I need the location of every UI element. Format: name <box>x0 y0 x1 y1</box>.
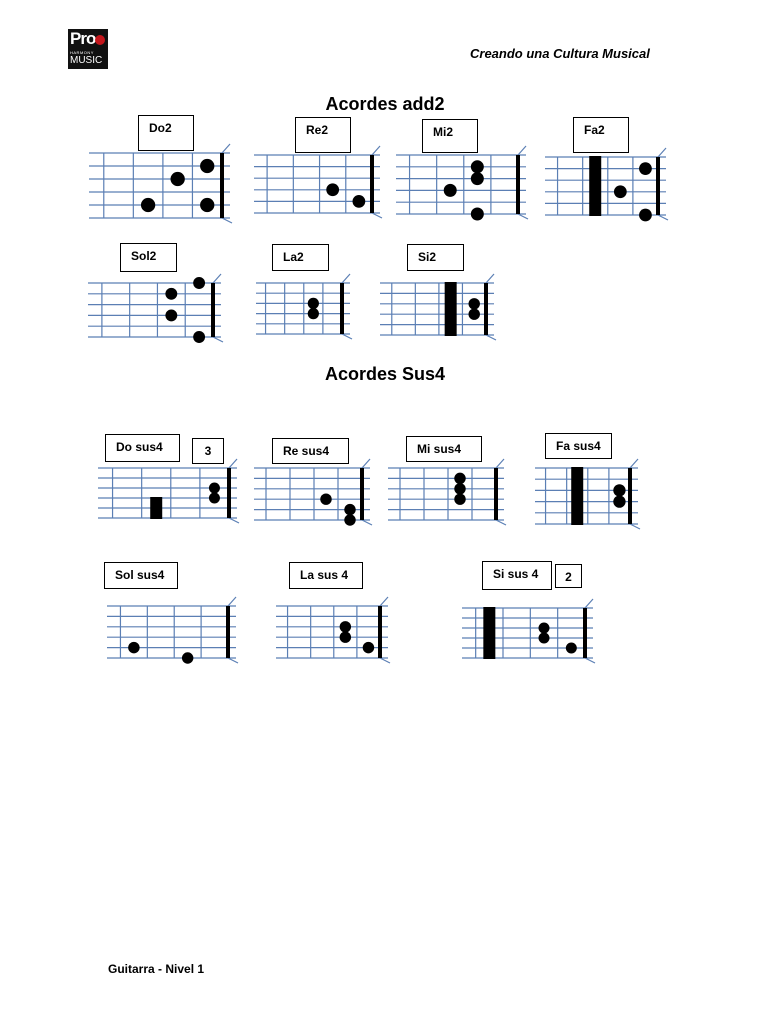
nut-tick <box>229 518 239 523</box>
nut-tick <box>222 218 232 223</box>
chord-diagram-fa2 <box>545 145 673 227</box>
finger-dot <box>165 309 177 321</box>
footer-text: Guitarra - Nivel 1 <box>108 962 205 976</box>
nut-tick <box>380 658 390 663</box>
finger-dot <box>141 198 155 212</box>
nut-tick <box>486 274 494 283</box>
chord-label-mi2: Mi2 <box>422 119 478 153</box>
nut-tick <box>486 335 496 340</box>
nut-bar <box>628 468 632 524</box>
finger-dot <box>320 493 331 504</box>
finger-dot <box>308 298 319 309</box>
nut-tick <box>222 144 230 153</box>
logo-music-text: MUSIC <box>70 55 103 66</box>
nut-bar <box>211 283 215 337</box>
finger-dot <box>171 172 185 186</box>
nut-tick <box>630 524 640 529</box>
nut-tick <box>658 215 668 220</box>
finger-dot <box>613 495 625 507</box>
nut-bar <box>583 608 587 658</box>
nut-tick <box>342 334 352 339</box>
nut-bar <box>370 155 374 213</box>
finger-dot <box>566 643 577 654</box>
nut-tick <box>228 597 236 606</box>
nut-tick <box>496 520 506 525</box>
chord-diagram-si-sus4 <box>462 602 600 668</box>
nut-tick <box>342 274 350 283</box>
barre-mark <box>445 282 457 336</box>
nut-tick <box>585 599 593 608</box>
nut-tick <box>228 658 238 663</box>
nut-bar <box>516 155 520 214</box>
finger-dot <box>454 493 465 504</box>
barre-mark <box>589 156 601 216</box>
logo-pro-text: Pro <box>70 29 96 48</box>
chord-label-sol2: Sol2 <box>120 243 177 272</box>
finger-dot <box>363 642 374 653</box>
chord-label-sol-sus4: Sol sus4 <box>104 562 178 589</box>
finger-dot <box>200 159 214 173</box>
section-title-sus4: Acordes Sus4 <box>324 364 446 384</box>
chord-label-mi-sus4: Mi sus4 <box>406 436 482 462</box>
nut-bar <box>227 468 231 518</box>
finger-dot <box>454 483 465 494</box>
finger-dot <box>182 652 193 663</box>
finger-dot <box>308 308 319 319</box>
chord-diagram-mi-sus4 <box>388 458 510 530</box>
finger-dot <box>614 185 627 198</box>
finger-dot <box>344 504 355 515</box>
nut-tick <box>229 459 237 468</box>
nut-bar <box>656 157 660 215</box>
nut-bar <box>360 468 364 520</box>
chord-label-re2: Re2 <box>295 117 351 153</box>
nut-tick <box>213 274 221 283</box>
finger-dot <box>639 162 652 175</box>
header-tagline: Creando una Cultura Musical <box>470 46 650 61</box>
finger-dot <box>471 208 484 221</box>
chord-diagram-la2 <box>256 275 356 347</box>
chord-label-do2: Do2 <box>138 115 194 151</box>
chord-label-la2: La2 <box>272 244 329 271</box>
chord-label-do-sus4: Do sus4 <box>105 434 180 462</box>
finger-dot <box>469 308 480 319</box>
finger-dot <box>340 621 351 632</box>
finger-dot <box>200 198 214 212</box>
chord-diagram-do2 <box>89 145 239 227</box>
chord-diagram-re2 <box>254 145 384 227</box>
barre-mark <box>483 607 495 659</box>
nut-tick <box>518 146 526 155</box>
chord-label-la-sus4: La sus 4 <box>289 562 363 589</box>
finger-dot <box>326 183 339 196</box>
nut-bar <box>494 468 498 520</box>
nut-tick <box>372 213 382 218</box>
chord-diagram-sol-sus4 <box>107 598 241 670</box>
chord-label-fa-sus4: Fa sus4 <box>545 433 612 459</box>
finger-dot <box>613 484 625 496</box>
chord-diagram-la-sus4 <box>276 598 394 670</box>
nut-tick <box>362 520 372 525</box>
chord-diagram-do-sus4 <box>98 458 240 530</box>
logo-harmony-text: HARMONY <box>70 50 94 55</box>
pro-harmony-music-logo <box>68 29 108 69</box>
nut-bar <box>226 606 230 658</box>
finger-dot <box>454 473 465 484</box>
finger-badge-si-sus4: 2 <box>555 564 582 588</box>
finger-dot <box>471 160 484 173</box>
finger-dot <box>209 493 220 504</box>
nut-tick <box>518 214 528 219</box>
nut-tick <box>380 597 388 606</box>
finger-dot <box>471 172 484 185</box>
barre-mark <box>150 497 162 519</box>
chord-label-si2: Si2 <box>407 244 464 271</box>
finger-dot <box>639 209 652 222</box>
finger-dot <box>344 514 355 525</box>
finger-dot <box>209 483 220 494</box>
chord-diagram-fa-sus4 <box>535 458 643 530</box>
finger-dot <box>353 195 366 208</box>
chord-diagram-re-sus4 <box>254 458 374 530</box>
nut-tick <box>213 337 223 342</box>
logo-red-dot-icon <box>95 35 105 45</box>
chord-label-fa2: Fa2 <box>573 117 629 153</box>
nut-bar <box>378 606 382 658</box>
chord-diagram-mi2 <box>396 145 531 227</box>
finger-dot <box>193 331 205 343</box>
section-title-add2: Acordes add2 <box>325 94 445 114</box>
nut-tick <box>496 459 504 468</box>
nut-tick <box>362 459 370 468</box>
chord-label-si-sus4: Si sus 4 <box>482 561 552 590</box>
finger-dot <box>165 288 177 300</box>
barre-mark <box>571 467 583 525</box>
chord-label-re-sus4: Re sus4 <box>272 438 349 464</box>
finger-dot <box>469 298 480 309</box>
nut-bar <box>220 153 224 218</box>
finger-dot <box>128 642 139 653</box>
chord-diagram-si2 <box>380 275 502 347</box>
nut-tick <box>630 459 638 468</box>
chord-diagram-sol2 <box>88 275 228 347</box>
finger-dot <box>340 631 351 642</box>
finger-dot <box>539 633 550 644</box>
nut-tick <box>372 146 380 155</box>
finger-badge-do-sus4: 3 <box>192 438 224 464</box>
nut-tick <box>585 658 595 663</box>
nut-tick <box>658 148 666 157</box>
nut-bar <box>340 283 344 334</box>
finger-dot <box>539 623 550 634</box>
nut-bar <box>484 283 488 335</box>
finger-dot <box>193 277 205 289</box>
finger-dot <box>444 184 457 197</box>
